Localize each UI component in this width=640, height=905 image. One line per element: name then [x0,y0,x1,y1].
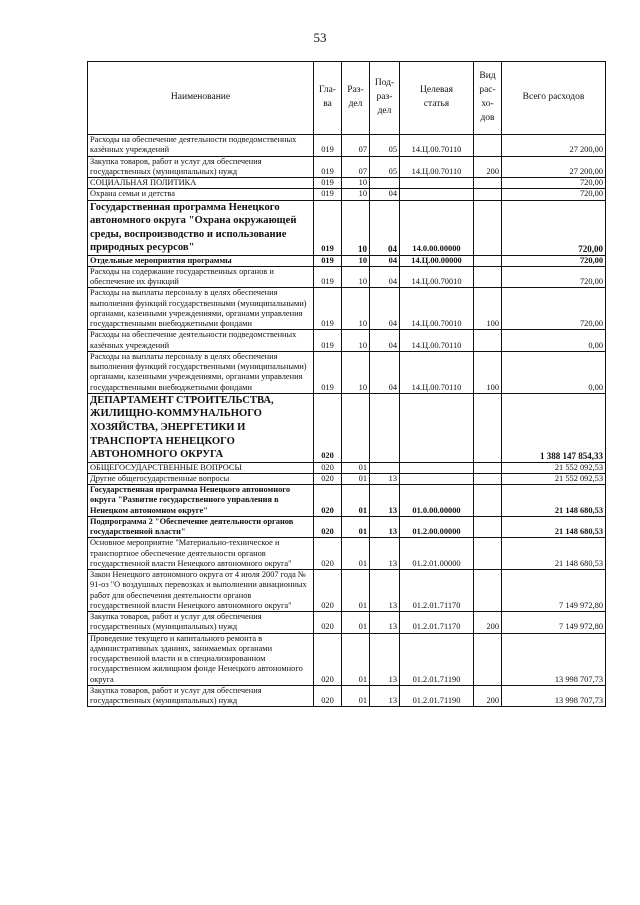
cell-vid [474,178,502,189]
cell-razdel [342,393,370,462]
cell-podrazdel [370,178,400,189]
cell-vid [474,200,502,255]
cell-target: 14.Ц.00.70110 [400,156,474,178]
table-row [88,330,606,352]
cell-glava: 020 [314,516,342,538]
cell-vid: 200 [474,685,502,707]
cell-name: Расходы на обеспечение деятельности подведомственных казённых учреждений [88,135,314,157]
cell-podrazdel: 04 [370,189,400,200]
cell-total: 0,00 [502,351,606,393]
cell-vid [474,266,502,288]
cell-vid [474,538,502,570]
cell-target: 01.2.01.71190 [400,633,474,685]
cell-name: Расходы на выплаты персоналу в целях обеспечения выполнения функций государственными (муниципальными) органами, казенными учреждениями, органами управления государственными внебюджетными фондами [88,288,314,330]
cell-target: 14.Ц.00.70010 [400,288,474,330]
cell-glava: 019 [314,330,342,352]
cell-razdel: 07 [342,156,370,178]
cell-total: 21 148 680,53 [502,516,606,538]
cell-glava: 020 [314,538,342,570]
cell-razdel: 10 [342,288,370,330]
cell-glava: 020 [314,633,342,685]
cell-razdel: 10 [342,351,370,393]
cell-target: 14.Ц.00.70110 [400,330,474,352]
table-row [88,612,606,634]
cell-razdel: 01 [342,633,370,685]
cell-target: 14.0.00.00000 [400,200,474,255]
cell-name: СОЦИАЛЬНАЯ ПОЛИТИКА [88,178,314,189]
cell-razdel: 10 [342,200,370,255]
cell-razdel: 10 [342,266,370,288]
cell-glava: 019 [314,351,342,393]
cell-target [400,189,474,200]
cell-total: 720,00 [502,288,606,330]
cell-podrazdel: 04 [370,255,400,266]
cell-vid: 200 [474,156,502,178]
cell-total: 720,00 [502,255,606,266]
cell-glava: 020 [314,393,342,462]
budget-table [87,61,606,707]
cell-vid [474,516,502,538]
cell-vid [474,135,502,157]
cell-glava: 019 [314,266,342,288]
cell-target: 14.Ц.00.70110 [400,135,474,157]
header-podrazdel: Под- раз- дел [370,62,400,135]
cell-target: 01.2.00.00000 [400,516,474,538]
cell-target: 01.2.01.71190 [400,685,474,707]
cell-razdel: 01 [342,516,370,538]
cell-podrazdel: 04 [370,266,400,288]
cell-total: 7 149 972,80 [502,570,606,612]
table-row [88,156,606,178]
cell-total: 720,00 [502,189,606,200]
header-vid: Вид рас- хо- дов [474,62,502,135]
cell-razdel: 01 [342,473,370,484]
cell-podrazdel: 04 [370,330,400,352]
cell-razdel: 10 [342,178,370,189]
cell-vid: 100 [474,351,502,393]
table-row [88,485,606,517]
cell-razdel: 10 [342,255,370,266]
cell-razdel: 01 [342,485,370,517]
cell-razdel: 01 [342,570,370,612]
cell-target: 01.2.01.71170 [400,570,474,612]
cell-total: 720,00 [502,178,606,189]
cell-target: 01.2.01.71170 [400,612,474,634]
cell-glava: 020 [314,612,342,634]
cell-name: ОБЩЕГОСУДАРСТВЕННЫЕ ВОПРОСЫ [88,462,314,473]
cell-podrazdel [370,393,400,462]
header-target: Целевая статья [400,62,474,135]
cell-podrazdel: 04 [370,200,400,255]
cell-razdel: 07 [342,135,370,157]
cell-vid [474,633,502,685]
table-row [88,462,606,473]
table-row [88,288,606,330]
cell-total: 1 388 147 854,33 [502,393,606,462]
cell-glava: 020 [314,485,342,517]
cell-podrazdel: 13 [370,685,400,707]
cell-target: 14.Ц.00.70010 [400,266,474,288]
cell-target [400,462,474,473]
cell-podrazdel: 13 [370,473,400,484]
header-name: Наименование [88,62,314,135]
cell-name: Закупка товаров, работ и услуг для обеспечения государственных (муниципальных) нужд [88,612,314,634]
cell-vid: 200 [474,612,502,634]
table-row [88,633,606,685]
cell-name: Закон Ненецкого автономного округа от 4 июля 2007 года № 91-оз "О воздушных перевозках и выполнении авиационных работ для обеспечения деятельности органов государственной власти Ненецкого автономного округа" [88,570,314,612]
cell-razdel: 10 [342,330,370,352]
cell-podrazdel: 04 [370,351,400,393]
table-row [88,516,606,538]
cell-total: 21 552 092,53 [502,473,606,484]
cell-glava: 019 [314,255,342,266]
table-row [88,473,606,484]
cell-podrazdel: 05 [370,156,400,178]
cell-target: 01.2.01.00000 [400,538,474,570]
cell-name: ДЕПАРТАМЕНТ СТРОИТЕЛЬСТВА, ЖИЛИЩНО-КОММУНАЛЬНОГО ХОЗЯЙСТВА, ЭНЕРГЕТИКИ И ТРАНСПОРТА НЕНЕЦКОГО АВТОНОМНОГО ОКРУГА [88,393,314,462]
table-row [88,266,606,288]
cell-vid [474,255,502,266]
table-row [88,393,606,462]
cell-glava: 019 [314,156,342,178]
cell-glava: 019 [314,135,342,157]
cell-razdel: 01 [342,612,370,634]
header-total: Всего расходов [502,62,606,135]
table-row [88,189,606,200]
cell-name: Проведение текущего и капитального ремонта в административных зданиях, занимаемых органами государственной власти и в специализированном государственном жилищном фонде Ненецкого автономного округа [88,633,314,685]
table-row [88,135,606,157]
cell-glava: 020 [314,473,342,484]
cell-total: 0,00 [502,330,606,352]
table-row [88,178,606,189]
cell-name: Другие общегосударственные вопросы [88,473,314,484]
cell-total: 7 149 972,80 [502,612,606,634]
cell-name: Отдельные мероприятия программы [88,255,314,266]
table-row [88,200,606,255]
cell-total: 720,00 [502,266,606,288]
cell-name: Закупка товаров, работ и услуг для обеспечения государственных (муниципальных) нужд [88,156,314,178]
cell-razdel: 01 [342,462,370,473]
cell-podrazdel [370,462,400,473]
header-glava: Гла- ва [314,62,342,135]
cell-glava: 019 [314,178,342,189]
cell-podrazdel: 13 [370,516,400,538]
cell-vid [474,330,502,352]
cell-vid [474,485,502,517]
cell-podrazdel: 13 [370,570,400,612]
table-row [88,255,606,266]
cell-glava: 019 [314,189,342,200]
cell-name: Основное мероприятие "Материально-техническое и транспортное обеспечение деятельности органов государственной власти Ненецкого автономного округа" [88,538,314,570]
cell-podrazdel: 13 [370,485,400,517]
cell-name: Расходы на выплаты персоналу в целях обеспечения выполнения функций государственными (муниципальными) органами, казенными учреждениями, органами управления государственными внебюджетными фондами [88,351,314,393]
cell-total: 720,00 [502,200,606,255]
cell-vid [474,462,502,473]
cell-total: 21 148 680,53 [502,538,606,570]
table-row [88,538,606,570]
cell-total: 13 998 707,73 [502,685,606,707]
cell-target [400,393,474,462]
page-number: 53 [313,30,327,45]
cell-glava: 019 [314,288,342,330]
cell-razdel: 01 [342,538,370,570]
cell-podrazdel: 13 [370,633,400,685]
cell-target: 14.Ц.00.00000 [400,255,474,266]
cell-total: 27 200,00 [502,156,606,178]
cell-vid [474,189,502,200]
cell-vid [474,393,502,462]
cell-target: 01.0.00.00000 [400,485,474,517]
cell-total: 27 200,00 [502,135,606,157]
cell-name: Подпрограмма 2 "Обеспечение деятельности органов государственной власти" [88,516,314,538]
table-row [88,351,606,393]
cell-name: Расходы на содержание государственных органов и обеспечение их функций [88,266,314,288]
cell-target [400,178,474,189]
cell-target [400,473,474,484]
cell-razdel: 01 [342,685,370,707]
cell-vid: 100 [474,288,502,330]
cell-name: Расходы на обеспечение деятельности подведомственных казённых учреждений [88,330,314,352]
table-header-row [88,62,606,135]
cell-name: Охрана семьи и детства [88,189,314,200]
table-row [88,685,606,707]
cell-name: Государственная программа Ненецкого автономного округа "Развитие государственного управления в Ненецком автономном округе" [88,485,314,517]
cell-glava: 019 [314,200,342,255]
cell-total: 21 148 680,53 [502,485,606,517]
cell-podrazdel: 04 [370,288,400,330]
cell-glava: 020 [314,462,342,473]
cell-name: Государственная программа Ненецкого автономного округа "Охрана окружающей среды, воспроизводство и использование природных ресурсов" [88,200,314,255]
cell-glava: 020 [314,685,342,707]
cell-total: 13 998 707,73 [502,633,606,685]
cell-target: 14.Ц.00.70110 [400,351,474,393]
cell-vid [474,473,502,484]
table-row [88,570,606,612]
cell-podrazdel: 13 [370,612,400,634]
cell-name: Закупка товаров, работ и услуг для обеспечения государственных (муниципальных) нужд [88,685,314,707]
cell-vid [474,570,502,612]
cell-razdel: 10 [342,189,370,200]
cell-glava: 020 [314,570,342,612]
cell-podrazdel: 05 [370,135,400,157]
header-razdel: Раз- дел [342,62,370,135]
cell-total: 21 552 092,53 [502,462,606,473]
cell-podrazdel: 13 [370,538,400,570]
